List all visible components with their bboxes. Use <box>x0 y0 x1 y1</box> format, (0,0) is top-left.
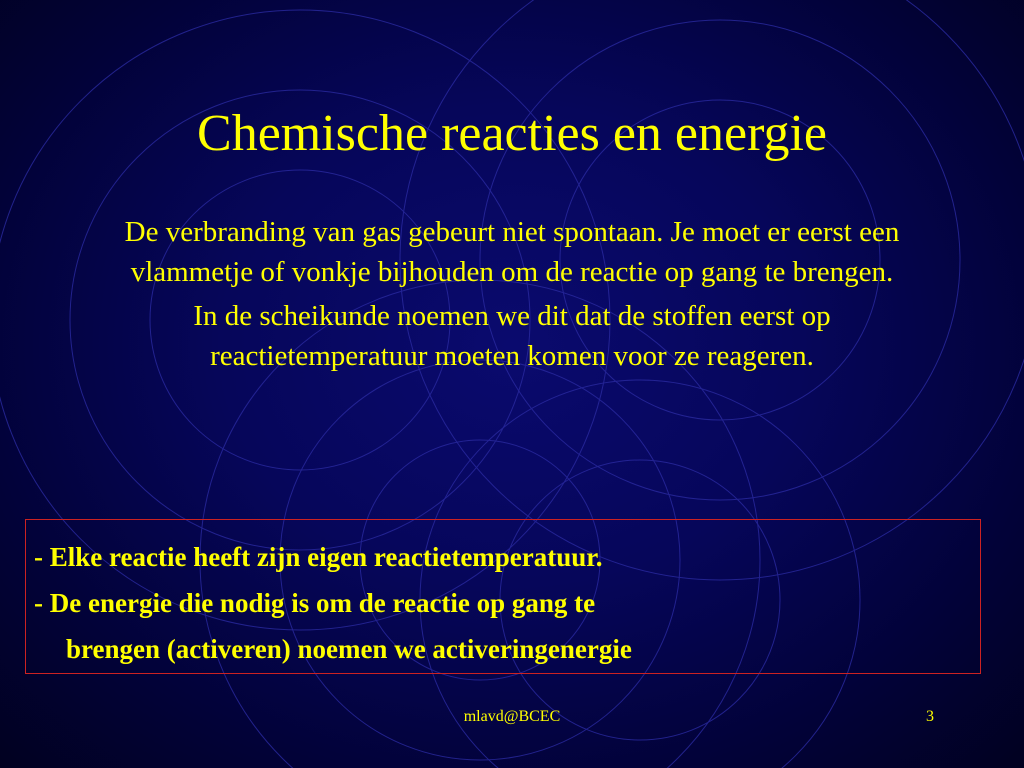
key-point-reaction-temperature: - Elke reactie heeft zijn eigen reactietemperatuur. <box>34 542 603 572</box>
page-number: 3 <box>926 708 934 725</box>
key-point-activation-energy: - De energie die nodig is om de reactie op gang te <box>34 588 596 618</box>
slide-title: Chemische reacties en energie <box>197 105 827 162</box>
paragraph-combustion: De verbranding van gas gebeurt niet spontaan. Je moet er eerst een vlammetje of vonkje bijhouden om de reactie op gang te brengen. <box>124 216 900 288</box>
paragraph-reaction-temperature: In de scheikunde noemen we dit dat de stoffen eerst op reactietemperatuur moeten komen voor ze reageren. <box>193 300 831 372</box>
footer-author: mlavd@BCEC <box>463 708 561 725</box>
key-points-box <box>25 519 981 674</box>
slide-body <box>90 212 934 380</box>
key-point-activation-energy-continued: brengen (activeren) noemen we activeringenergie <box>66 634 632 664</box>
